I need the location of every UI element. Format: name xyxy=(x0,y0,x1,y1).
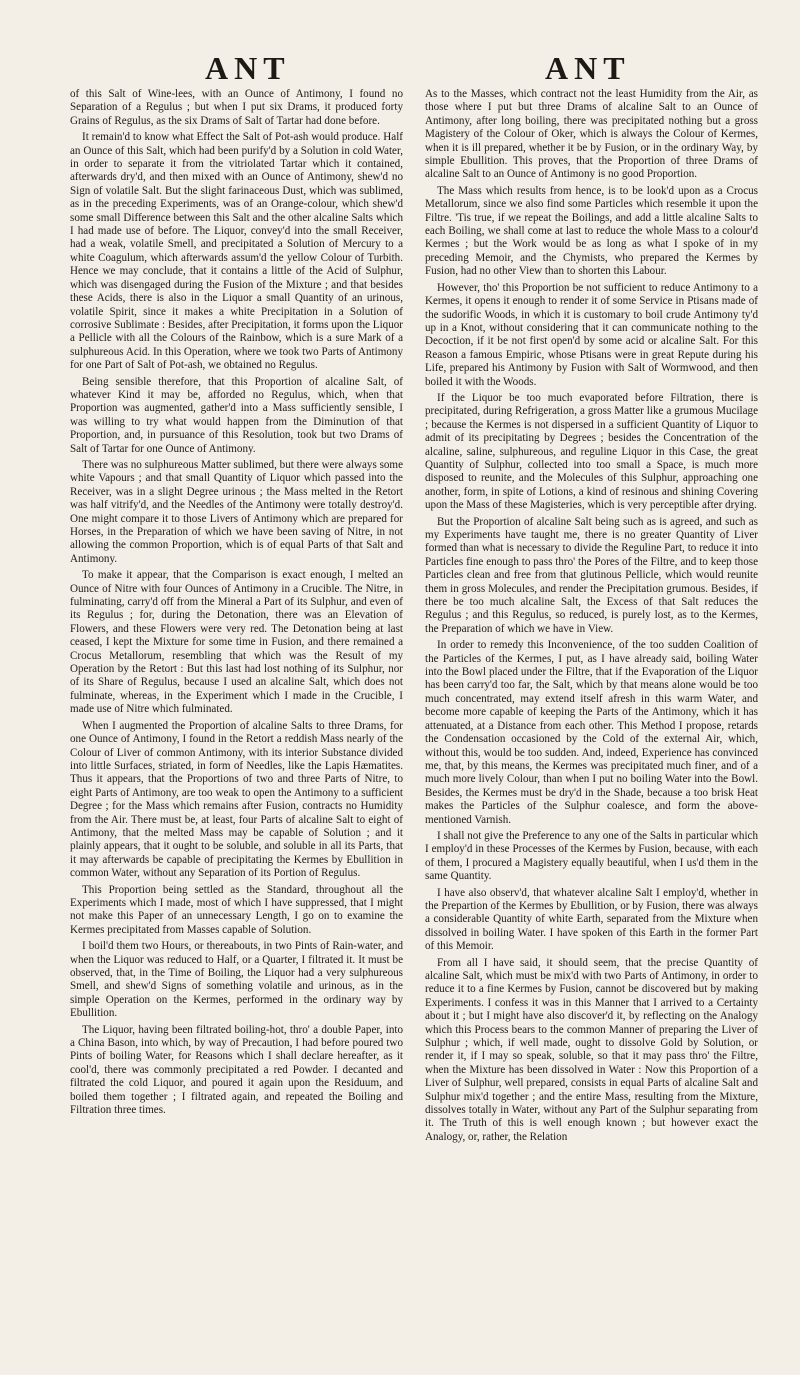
paragraph: The Mass which results from hence, is to be look'd upon as a Crocus Metallorum, since we also find some Particles which resemble it upon the Filtre. 'Tis true, if we repeat the Boilings, and add a little alcaline Salts to each Boiling, we shall come at last to reduce the whole Mass to a colour'd Kermes ; but the Work would be as long as what I spoke of in my preceding Memoir, and the Chymists, who prepared the Kermes by Fusion, had no other View than to shorten this Labour. xyxy=(425,184,758,278)
text-columns xyxy=(70,88,758,1339)
right-column xyxy=(425,88,758,1339)
paragraph: To make it appear, that the Comparison is exact enough, I melted an Ounce of Nitre with four Ounces of Antimony in a Crucible. The Nitre, in fulminating, carry'd off from the Mineral a Part of its Sulphur, and even of its Regulus ; for, during the Detonation, there was an Elevation of Flowers, and these Flowers were very red. The Detonation being at last ceased, I kept the Mixture for some time in Fusion, and there remained a Crocus Metallorum, resembling that which was the Result of my Operation by the Retort : But this last had lost nothing of its Sulphur, nor of its Share of Regulus, because I used an alcaline Salt, which does not fulminate, whereas, in the Experiment which I made in the Crucible, I made use of Nitre which fulminated. xyxy=(70,569,403,716)
paragraph: From all I have said, it should seem, that the precise Quantity of alcaline Salt, which must be mix'd with two Parts of Antimony, in order to reduce it to a fine Kermes by Fusion, cannot be discovered but by making Experiments. I confess it was in this Manner that I arrived to a Certainty about it ; but I might have also discover'd it, by reflecting on the Analogy which this Process bears to the common Manner of preparing the Liver of Sulphur ; which, if well made, ought to dissolve Gold by Solution, or render it, if I may so speak, soluble, so that it may pass thro' the Filtre, when the Mixture has been dissolved in Water : Now this Proportion of a Liver of Sulphur, well prepared, consists in equal Parts of alcaline Salt and Sulphur mix'd together ; and the entire Mass, resulting from the Mixture, dissolves totally in Water, without any Part of the Sulphur separating from it. The Truth of this is well enough known ; but however exact the Analogy, or, rather, the Relation xyxy=(425,956,758,1143)
running-head-left: ANT xyxy=(205,50,291,86)
paragraph: The Liquor, having been filtrated boiling-hot, thro' a double Paper, into a China Bason, into which, by way of Precaution, I had before poured two Pints of boiling Water, for Reasons which I shall declare hereafter, as it cool'd, there was commonly precipitated a red Powder. I decanted and filtrated the cold Liquor, and poured it again upon the Residuum, and boiled them together ; I filtrated again, and repeated the Boiling and Filtration three times. xyxy=(70,1023,403,1117)
paragraph: I boil'd them two Hours, or thereabouts, in two Pints of Rain-water, and when the Liquor was reduced to Half, or a Quarter, I filtrated it. It must be observed, that, in the Time of Boiling, the Liquor had a very sulphureous Smell, and shew'd Signs of something volatile and urinous, as in the simple Operation on the Kermes, performed in the ordinary way by Ebullition. xyxy=(70,940,403,1020)
paragraph: If the Liquor be too much evaporated before Filtration, there is precipitated, during Refrigeration, a gross Matter like a grumous Mucilage ; because the Kermes is not dispersed in a sufficient Quantity of Liquor to admit of its precipitating by Degrees ; besides the Concentration of the alcaline, saline, sulphureous, and reguline Liquor in this Case, the great Quantity of Sulphur, collected into too small a Space, is much more disposed to reunite, and the Molecules of this Sulphur, approaching one another, form, in spite of Lotions, a kind of resinous and shining Covering upon the Mass of these Magisteries, which is very perceptible after drying. xyxy=(425,391,758,512)
paragraph: of this Salt of Wine-lees, with an Ounce of Antimony, I found no Separation of a Regulus ; but when I put six Drams, it produced forty Grains of Regulus, as the six Drams of Salt of Tartar had done before. xyxy=(70,88,403,127)
paragraph: I shall not give the Preference to any one of the Salts in particular which I employ'd in these Processes of the Kermes by Fusion, because, with each of them, I procured a Magistery equally beautiful, when I us'd them in the same Quantity. xyxy=(425,829,758,883)
paragraph: As to the Masses, which contract not the least Humidity from the Air, as those where I put but three Drams of alcaline Salt to an Ounce of Antimony, after long boiling, there was precipitated nothing but a gross Magistery of the Colour of Oker, which is always the Colour of Kermes, when it is ill prepared, whether it be by Fusion, or in the ordinary Way, by simple Ebullition. This proves, that the Proportion of three Drams of alcaline Salt to an Ounce of Antimony is no good Proportion. xyxy=(425,88,758,181)
paragraph: When I augmented the Proportion of alcaline Salts to three Drams, for one Ounce of Antimony, I found in the Retort a reddish Mass nearly of the Colour of Liver of common Antimony, with its interior Substance divided into little Surfaces, striated, in form of Needles, like the Lapis Hæmatites. Thus it appears, that the Proportions of two and three Parts of Nitre, to eight Parts of Antimony, are too weak to open the Antimony to a sufficient Degree ; for the Mass which remains after Fusion, contracts no Humidity from the Air. There must be, at least, four Parts of alcaline Salt to eight of Antimony, that the melted Mass may be capable of Solution ; and it plainly appears, that it ought to be soluble, and soluble in all its Parts, that it may afterwards be capable of precipitating the Kermes by Ebullition in common Water, without any Separation of its Portion of Regulus. xyxy=(70,719,403,880)
paragraph: Being sensible therefore, that this Proportion of alcaline Salt, of whatever Kind it may be, afforded no Regulus, which, when that Proportion was augmented, gather'd into a Mass sufficiently sensible, I was willing to try what would happen from the Diminution of that Proportion, and, in pursuance of this Resolution, took but two Drams of Salt of Tartar for one Ounce of Antimony. xyxy=(70,375,403,455)
left-column xyxy=(70,88,403,1339)
paragraph: There was no sulphureous Matter sublimed, but there were always some white Vapours ; and that small Quantity of Liquor which passed into the Receiver, was in a slight Degree urinous ; the Mass melted in the Retort was half vitrify'd, and the Needles of the Antimony were totally destroy'd. One might compare it to those Livers of Antimony which are prepared for Horses, in the Preparation of which we have been saving of Nitre, in not allowing the common Proportion, which is of equal Parts of that Salt and Antimony. xyxy=(70,458,403,565)
paragraph: In order to remedy this Inconvenience, of the too sudden Coalition of the Particles of the Kermes, I put, as I have already said, boiling Water into the Bowl placed under the Filtre, that if the Evaporation of the Liquor has been carry'd too far, the Salt, which by that means alone would be too much concentrated, may extend itself afresh in this warm Water, and become more capable of keeping the Parts of the Antimony, which it has attenuated, at a Distance from each other. This Method I propose, retards the Condensation occasioned by the Cold of the external Air, which, without this, would be too sudden. And, indeed, Experience has convinced me, that, by this means, the Kermes was precipitated much finer, and of a much more lively Colour, than when I put no boiling Water into the Bowl. Besides, the Kermes must be dry'd in the Shade, because a too brisk Heat makes the Particles of the Sulphur coalesce, and form the above-mentioned Varnish. xyxy=(425,639,758,826)
running-head-right: ANT xyxy=(545,50,631,86)
paragraph: I have also observ'd, that whatever alcaline Salt I employ'd, whether in the Prepartion of the Kermes by Ebullition, or by Fusion, there was always a considerable Quantity of white Earth, separated from the Mixture when dissolved in boiling Water. I have spoken of this Earth in the former Part of this Memoir. xyxy=(425,886,758,953)
running-headers xyxy=(70,50,758,86)
paragraph: However, tho' this Proportion be not sufficient to reduce Antimony to a Kermes, it opens it enough to render it of some Service in Ptisans made of the sudorific Woods, in which it is customary to boil crude Antimony ty'd up in a Knot, without considering that it can communicate nothing to the Decoction, if it be not first open'd by some acid or alcaline Salt. For this Reason a famous Empiric, whose Ptisans were in great Repute during his Life, prepared his Antimony by Fusion with Salt of Wormwood, and then boiled it with the Woods. xyxy=(425,281,758,388)
paragraph: This Proportion being settled as the Standard, throughout all the Experiments which I made, most of which I have suppressed, that I might not make this Paper of an unnecessary Length, I go on to examine the Kermes precipitated from Masses capable of Solution. xyxy=(70,883,403,936)
paragraph: It remain'd to know what Effect the Salt of Pot-ash would produce. Half an Ounce of this Salt, which had been purify'd by a Solution in cold Water, in order to separate it from the vitriolated Tartar which it contained, afterwards dry'd, and then mixed with an Ounce of Antimony, shew'd no Sign of volatile Salt. But the slight farinaceous Dust, which was sublimed, as in the preceding Experiments, was of an Orange-colour, which shew'd some small Difference between this Salt and the other alcaline Salts which I had made use of before. The Liquor, convey'd into the small Receiver, had a weak, volatile Smell, and precipitated a Solution of Mercury to a white Coagulum, which afterwards assum'd the yellow Colour of Turbith. Hence we may conclude, that it contains a little of the Acid of Sulphur, which was disengaged during the Fusion of the Mixture ; and that besides these Acids, there is also in the Liquor a small Quantity of an urinous, volatile Spirit, since it makes a white Precipitation in a Solution of corrosive Sublimate : Besides, after Precipitation, it forms upon the Liquor a Pellicle with all the Colours of the Rainbow, which is a sure Mark of a sulphureous Acid. In this Operation, where we took two Parts of Antimony for one Part of Salt of Pot-ash, we obtained no Regulus. xyxy=(70,131,403,372)
paragraph: But the Proportion of alcaline Salt being such as is agreed, and such as my Experiments have taught me, there is no greater Quantity of Liver formed than what is necessary to divide the Reguline Part, to reduce it into Particles fine enough to pass thro' the Pores of the Filtre, and to keep those Particles clean and free from that glutinous Pellicle, which would reunite them in gross Molecules, and render the Precipitation grumous. Besides, if there be too much alcaline Salt, the Excess of that Salt reduces the Regulus ; and this Regulus, so reduced, is purely lost, as to the Kermes, the Preparation of which we have in View. xyxy=(425,515,758,635)
